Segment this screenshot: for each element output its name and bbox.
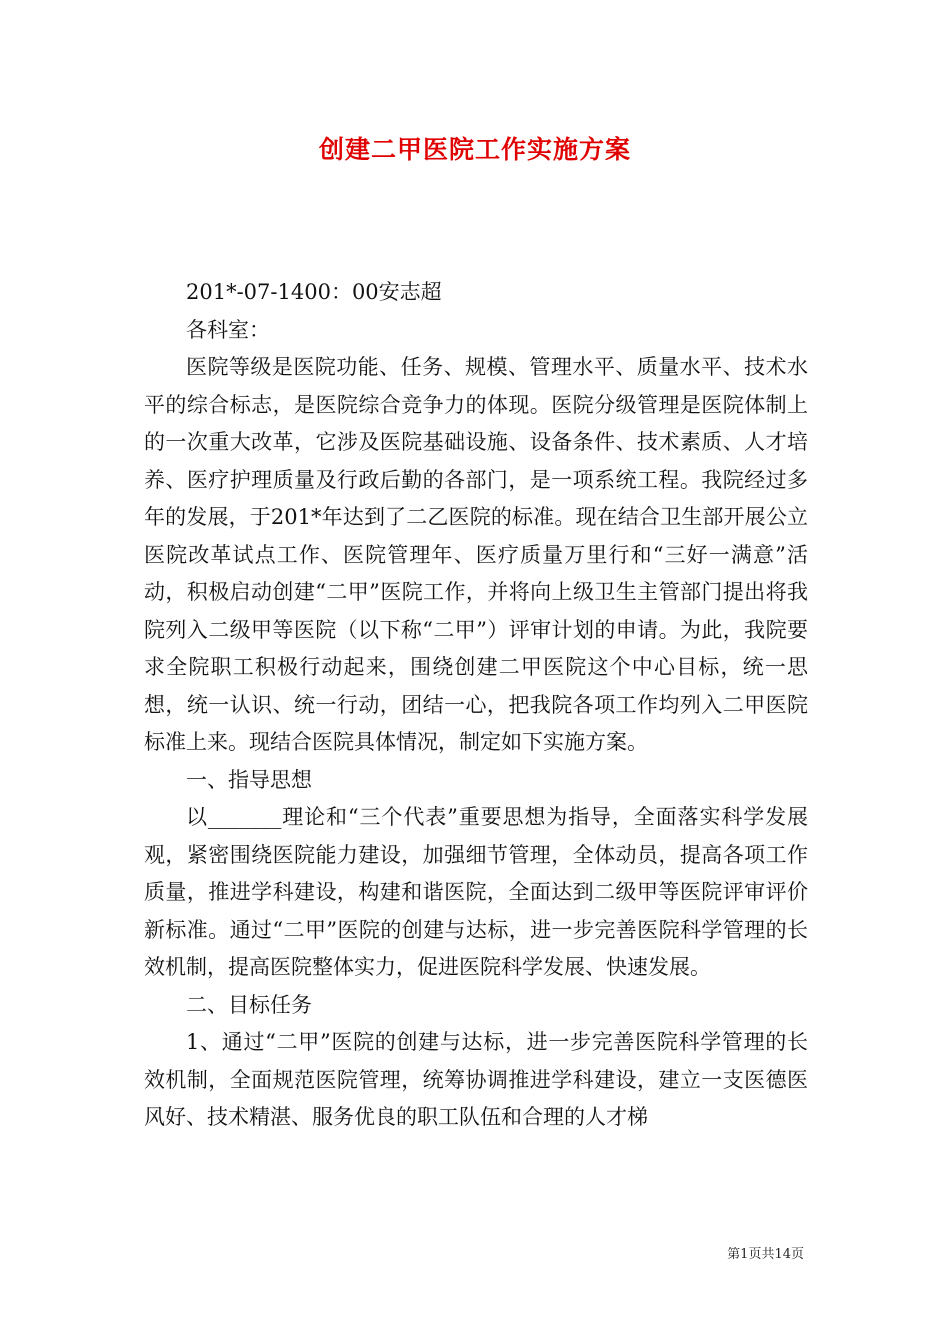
page-number: 第1页共14页 bbox=[727, 1247, 804, 1262]
section-heading-guiding-ideology: 一、指导思想 bbox=[186, 767, 312, 792]
document-title: 创建二甲医院工作实施方案 bbox=[318, 135, 631, 164]
document-body bbox=[144, 274, 808, 1137]
salutation: 各科室： bbox=[186, 317, 270, 342]
objective-item-1: 1、通过“二甲”医院的创建与达标，进一步完善医院科学管理的长效机制，全面规范医院管理，统筹协调推进学科建设，建立一支医德医风好、技术精湛、服务优良的职工队伍和合理的人才梯 bbox=[144, 1030, 808, 1129]
intro-paragraph: 医院等级是医院功能、任务、规模、管理水平、质量水平、技术水平的综合标志，是医院综合竞争力的体现。医院分级管理是医院体制上的一次重大改革，它涉及医院基础设施、设备条件、技术素质、人才培养、医疗护理质量及行政后勤的各部门，是一项系统工程。我院经过多年的发展，于201*年达到了二乙医院的标准。现在结合卫生部开展公立医院改革试点工作、医院管理年、医疗质量万里行和“三好一满意”活动，积极启动创建“二甲”医院工作，并将向上级卫生主管部门提出将我院列入二级甲等医院（以下称“二甲”）评审计划的申请。为此，我院要求全院职工积极行动起来，围绕创建二甲医院这个中心目标，统一思想，统一认识、统一行动，团结一心，把我院各项工作均列入二甲医院标准上来。现结合医院具体情况，制定如下实施方案。 bbox=[144, 355, 808, 754]
section-heading-objectives: 二、目标任务 bbox=[186, 992, 312, 1017]
section-body-guiding-ideology: 以_______理论和“三个代表”重要思想为指导，全面落实科学发展观，紧密围绕医院能力建设，加强细节管理，全体动员，提高各项工作质量，推进学科建设，构建和谐医院，全面达到二级甲等医院评审评价新标准。通过“二甲”医院的创建与达标，进一步完善医院科学管理的长效机制，提高医院整体实力，促进医院科学发展、快速发展。 bbox=[144, 805, 808, 979]
byline: 201*-07-1400：00安志超 bbox=[186, 280, 442, 304]
